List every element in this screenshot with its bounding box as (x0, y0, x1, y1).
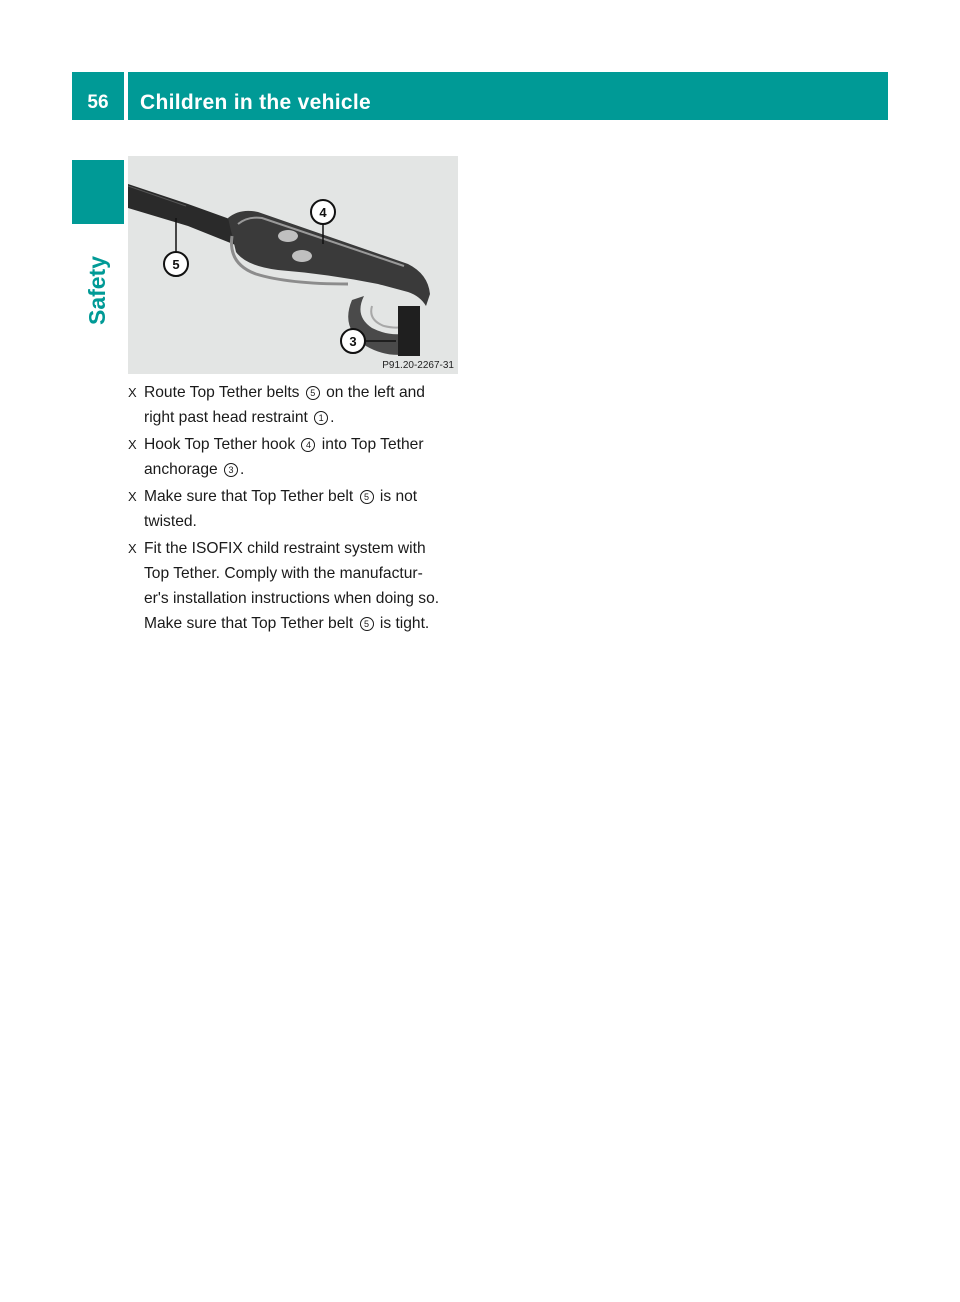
step-text: . (330, 409, 335, 426)
instruction-step (128, 432, 468, 482)
callout-4-label: 4 (319, 205, 327, 220)
step-arrow-icon: X (128, 541, 137, 556)
instruction-step (128, 380, 468, 430)
instruction-step (128, 536, 468, 636)
step-text-line (144, 509, 468, 534)
step-arrow-icon: X (128, 385, 137, 400)
callout-3-label: 3 (349, 334, 357, 349)
side-tab-label: Safety (84, 255, 111, 325)
step-arrow-icon: X (128, 437, 137, 452)
step-text: right past head restraint (144, 409, 313, 426)
step-text-line (144, 405, 468, 430)
callout-reference: 5 (360, 490, 374, 504)
step-text: into Top Tether (317, 436, 424, 453)
step-text-line (144, 536, 468, 561)
step-text: is not (375, 488, 418, 505)
page-number: 56 (72, 72, 124, 120)
instruction-step (128, 484, 468, 534)
step-text-line (144, 586, 468, 611)
step-text: on the left and (321, 384, 425, 401)
step-text-line (144, 380, 468, 405)
step-text: Make sure that Top Tether belt (144, 488, 358, 505)
step-text: is tight. (375, 615, 430, 632)
callout-reference: 1 (314, 411, 328, 425)
step-text: Route Top Tether belts (144, 384, 304, 401)
step-text-line (144, 484, 468, 509)
step-text-line (144, 561, 468, 586)
side-tab-marker (72, 160, 124, 224)
step-text-line (144, 611, 468, 636)
step-text: . (240, 461, 245, 478)
callout-reference: 5 (360, 617, 374, 631)
step-text-line (144, 457, 468, 482)
side-tab (72, 240, 124, 340)
step-text: anchorage (144, 461, 223, 478)
step-text: twisted. (144, 513, 197, 530)
step-text: Top Tether. Comply with the manufactur- (144, 565, 423, 582)
step-text: Hook Top Tether hook (144, 436, 300, 453)
tether-hook-drawing (128, 156, 458, 374)
callout-reference: 5 (306, 386, 320, 400)
step-text-line (144, 432, 468, 457)
section-title: Children in the vehicle (128, 72, 888, 120)
callout-reference: 4 (301, 438, 315, 452)
top-tether-illustration (128, 156, 458, 374)
figure-code: P91.20-2267-31 (382, 360, 454, 371)
instruction-steps (128, 380, 468, 638)
step-text: er's installation instructions when doing so. (144, 590, 440, 607)
step-arrow-icon: X (128, 489, 137, 504)
callout-5-label: 5 (172, 257, 180, 272)
step-text: Make sure that Top Tether belt (144, 615, 358, 632)
step-text: Fit the ISOFIX child restraint system with (144, 540, 426, 557)
callout-reference: 3 (224, 463, 238, 477)
